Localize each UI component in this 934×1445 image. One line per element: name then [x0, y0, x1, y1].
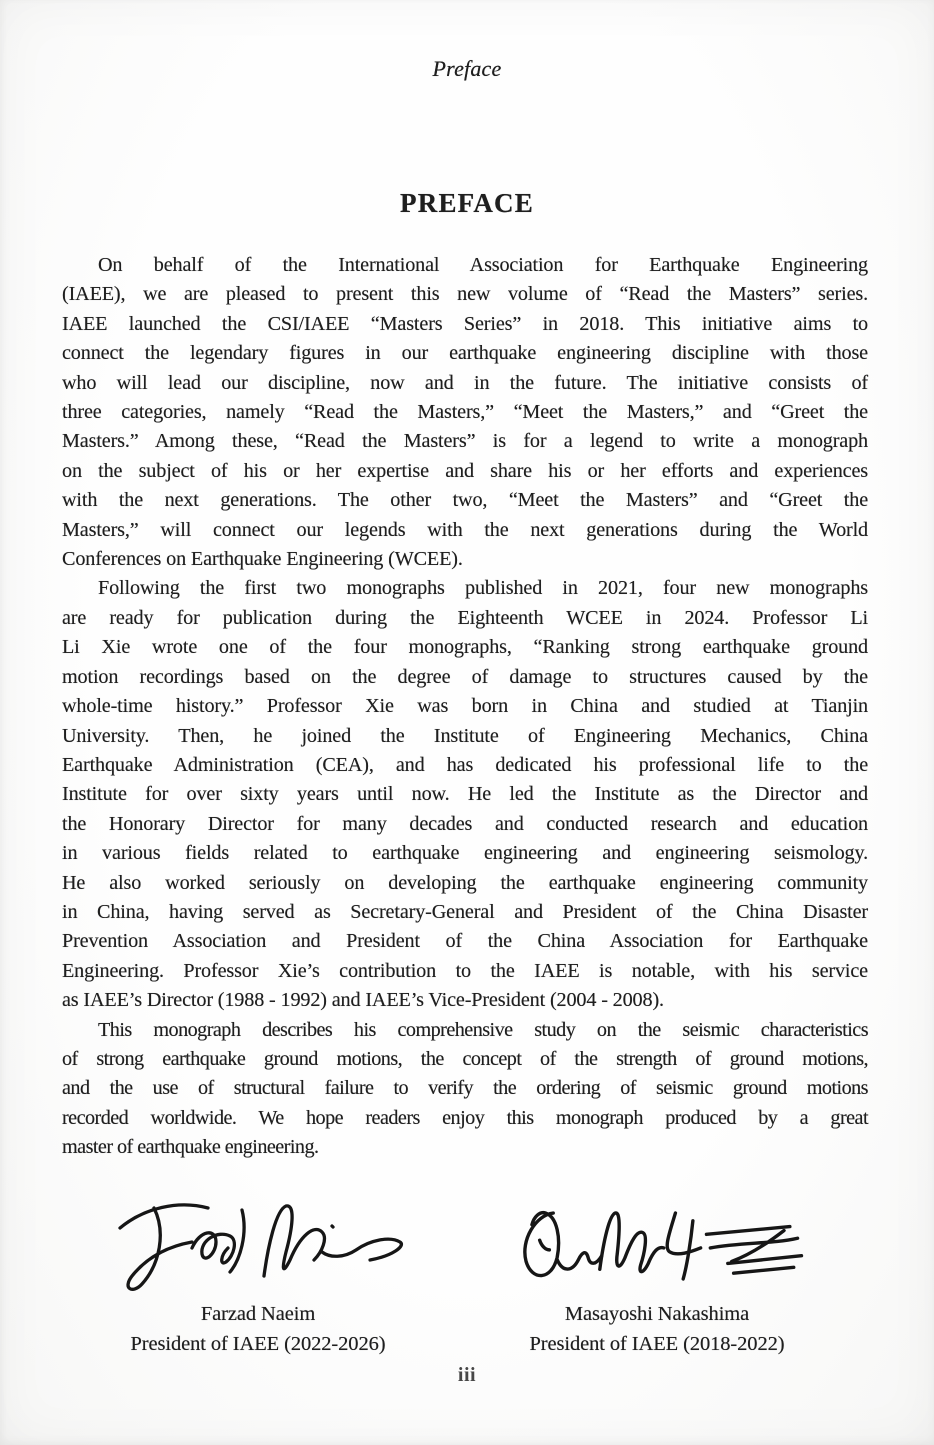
text-line: Prevention Association and President of the China Association for Earthquake — [62, 930, 868, 953]
text-line: University. Then, he joined the Institute of Engineering Mechanics, China — [62, 724, 868, 747]
page-title: PREFACE — [400, 188, 534, 218]
text-line: are ready for publication during the Eighteenth WCEE in 2024. Professor Li — [62, 606, 868, 629]
text-line: of strong earthquake ground motions, the concept of the strength of ground motions, — [62, 1047, 868, 1070]
text-line: Following the first two monographs published in 2021, four new monographs — [98, 577, 868, 600]
farzad-naeim-signature-icon — [88, 1186, 428, 1296]
text-line: (IAEE), we are pleased to present this new volume of “Read the Masters” series. — [62, 283, 868, 306]
text-line: as IAEE’s Director (1988 - 1992) and IAEE’s Vice-President (2004 - 2008). — [62, 989, 664, 1012]
text-line: Institute for over sixty years until now. He led the Institute as the Director and — [62, 783, 868, 806]
paragraph — [62, 251, 868, 574]
signature-block-masayoshi-nakashima — [482, 1186, 832, 1359]
text-line: Masters,” will connect our legends with the next generations during the World — [62, 518, 868, 541]
text-line: Masters.” Among these, “Read the Masters” is for a legend to write a monograph — [62, 430, 868, 453]
paragraph — [62, 1016, 868, 1163]
text-line: the Honorary Director for many decades and conducted research and education — [62, 812, 868, 835]
text-line: on the subject of his or her expertise and share his or her efforts and experiences — [62, 459, 868, 482]
signer-name: Masayoshi Nakashima — [564, 1303, 750, 1325]
text-line: recorded worldwide. We hope readers enjoy this monograph produced by a great — [62, 1106, 868, 1129]
text-line: connect the legendary figures in our earthquake engineering discipline with those — [62, 342, 868, 365]
paragraph — [62, 574, 868, 1015]
text-line: in various fields related to earthquake engineering and engineering seismology. — [62, 842, 868, 865]
text-line: Conferences on Earthquake Engineering (WCEE). — [62, 548, 463, 571]
text-line: Earthquake Administration (CEA), and has dedicated his professional life to the — [62, 753, 868, 776]
text-line: Li Xie wrote one of the four monographs, “Ranking strong earthquake ground — [62, 636, 868, 659]
masayoshi-nakashima-signature-icon — [482, 1186, 832, 1296]
text-line: He also worked seriously on developing the earthquake engineering community — [62, 871, 868, 894]
text-line: whole-time history.” Professor Xie was born in China and studied at Tianjin — [62, 695, 868, 718]
signature-row — [0, 1186, 934, 1366]
text-line: This monograph describes his comprehensive study on the seismic characteristics — [98, 1018, 868, 1041]
page-number: iii — [457, 1364, 477, 1386]
text-line: IAEE launched the CSI/IAEE “Masters Series” in 2018. This initiative aims to — [62, 312, 868, 335]
text-line: Engineering. Professor Xie’s contribution to the IAEE is notable, with his service — [62, 959, 868, 982]
signer-title: President of IAEE (2018-2022) — [529, 1332, 785, 1355]
text-line: On behalf of the International Association for Earthquake Engineering — [98, 254, 868, 276]
running-header: Preface — [432, 56, 502, 81]
signature-block-farzad-naeim — [88, 1186, 428, 1359]
body-text — [62, 251, 868, 1163]
text-line: motion recordings based on the degree of damage to structures caused by the — [62, 665, 868, 688]
text-line: with the next generations. The other two, “Meet the Masters” and “Greet the — [62, 489, 868, 512]
text-line: and the use of structural failure to verify the ordering of seismic ground motions — [62, 1077, 868, 1100]
text-line: who will lead our discipline, now and in the future. The initiative consists of — [62, 371, 868, 394]
signer-name: Farzad Naeim — [200, 1303, 316, 1325]
text-line: in China, having served as Secretary-General and President of the China Disaster — [62, 900, 868, 923]
signer-title: President of IAEE (2022-2026) — [130, 1332, 386, 1355]
text-line: master of earthquake engineering. — [62, 1136, 319, 1159]
text-line: three categories, namely “Read the Masters,” “Meet the Masters,” and “Greet the — [62, 401, 868, 424]
